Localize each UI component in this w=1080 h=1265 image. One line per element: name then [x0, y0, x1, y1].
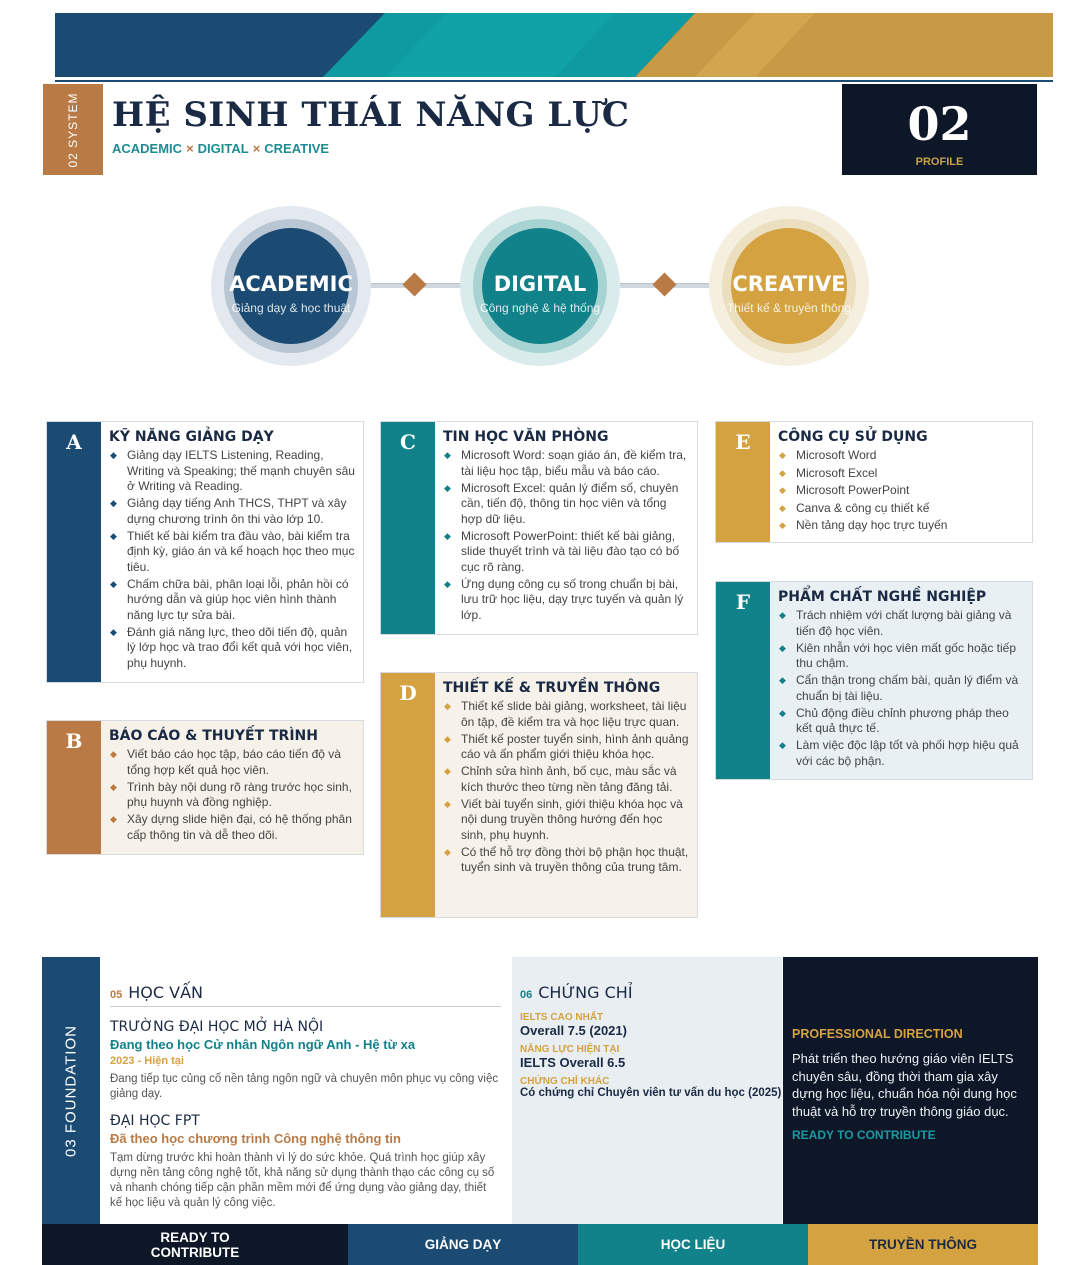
school-name: ĐẠI HỌC FPT: [110, 1113, 200, 1129]
card-title: CÔNG CỤ SỬ DỤNG: [778, 429, 928, 445]
card-title: KỸ NĂNG GIẢNG DẠY: [109, 429, 274, 445]
list-item: ◆ Microsoft PowerPoint: [778, 483, 1024, 499]
footer-communication: [808, 1224, 1038, 1265]
skill-card-a: [46, 421, 364, 683]
card-list: [778, 448, 1024, 534]
pillar-creative: [709, 206, 869, 366]
list-item: ◆ Xây dựng slide hiện đại, có hệ thống phân cấp thông tin và dễ theo dõi.: [109, 812, 355, 843]
list-item: ◆ Đánh giá năng lực, theo dõi tiến độ, quản lý lớp học và trao đổi kết quả với học viên, phụ huynh.: [109, 625, 355, 672]
list-item: ◆ Thiết kế slide bài giảng, worksheet, tài liệu ôn tập, đề kiểm tra và học liệu trực quan.: [443, 699, 689, 730]
card-list: [443, 699, 689, 876]
footer-label: READY TO CONTRIBUTE: [150, 1229, 240, 1260]
page-subtitle: [112, 141, 329, 156]
card-letter: E: [716, 422, 770, 542]
direction-text: Phát triển theo hướng giáo viên IELTS chuyên sâu, đồng thời tham gia xây dựng học liệu, chuẩn hóa nội dung học thuật và hỗ trợ truyền thông giáo dục.: [792, 1051, 1017, 1119]
pillar-subtitle: Giảng dạy & học thuật: [231, 301, 351, 315]
skill-card-b: [46, 720, 364, 855]
subtitle-academic: ACADEMIC: [112, 141, 183, 156]
footer-label: TRUYỀN THÔNG: [869, 1237, 977, 1252]
list-item: ◆ Viết báo cáo học tập, báo cáo tiến độ và tổng hợp kết quả học viên.: [109, 747, 355, 778]
header-banner: [55, 13, 1053, 77]
pillar-title: DIGITAL: [493, 272, 587, 296]
footer-materials: [578, 1224, 808, 1265]
skill-card-d: [380, 672, 698, 918]
card-list: [109, 747, 355, 843]
section-number: 05: [110, 989, 123, 1001]
card-list: [443, 448, 689, 623]
pillar-title: ACADEMIC: [229, 272, 353, 296]
list-item: ◆ Thiết kế poster tuyển sinh, hình ảnh quảng cáo và ấn phẩm giới thiệu khóa học.: [443, 732, 689, 763]
school-name: TRƯỜNG ĐẠI HỌC MỞ HÀ NỘI: [110, 1019, 324, 1035]
list-item: ◆ Kiên nhẫn với học viên mất gốc hoặc tiếp thu chậm.: [778, 641, 1024, 672]
subtitle-creative: CREATIVE: [264, 141, 330, 156]
list-item: ◆ Cẩn thận trong chấm bài, quản lý điểm và chuẩn bị tài liệu.: [778, 673, 1024, 704]
banner-graphic: [55, 13, 1053, 77]
subtitle-digital: DIGITAL: [197, 141, 249, 156]
footer-teaching: [348, 1224, 578, 1265]
school-program: Đã theo học chương trình Công nghệ thông tin: [110, 1131, 401, 1146]
section-title: HỌC VẤN: [128, 983, 203, 1002]
card-letter: C: [381, 422, 435, 634]
education-section: [100, 957, 511, 1224]
diamond-icon: [402, 272, 426, 296]
education-heading: [110, 983, 501, 1007]
card-title: TIN HỌC VĂN PHÒNG: [443, 429, 609, 445]
certificate-value: Có chứng chỉ Chuyên viên tư vấn du học (2025): [520, 1087, 782, 1099]
page-title: HỆ SINH THÁI NĂNG LỰC: [112, 95, 630, 135]
card-list: [109, 448, 355, 671]
pillar-title: CREATIVE: [732, 272, 846, 296]
list-item: ◆ Thiết kế bài kiểm tra đầu vào, bài kiểm tra định kỳ, giáo án và kế hoạch học theo mục tiêu.: [109, 529, 355, 576]
banner-rule: [55, 80, 1053, 82]
list-item: ◆ Microsoft PowerPoint: thiết kế bài giảng, slide thuyết trình và tài liệu đào tạo có bố cục rõ ràng.: [443, 529, 689, 576]
diamond-icon: [652, 272, 676, 296]
card-letter: D: [381, 673, 435, 917]
footer-label: GIẢNG DẠY: [424, 1237, 502, 1252]
pillar-digital: [460, 206, 620, 366]
card-title: THIẾT KẾ & TRUYỀN THÔNG: [443, 680, 661, 696]
list-item: ◆ Microsoft Excel: quản lý điểm số, chuyên cần, tiến độ, thông tin học viên và tổng hợp dữ liệu.: [443, 481, 689, 528]
footer-ready: [42, 1224, 348, 1265]
school-date: 2023 - Hiện tại: [110, 1055, 184, 1067]
profile-number-box: [842, 84, 1037, 175]
list-item: ◆ Làm việc độc lập tốt và phối hợp hiệu quả với các bộ phận.: [778, 738, 1024, 769]
skill-card-c: [380, 421, 698, 635]
card-letter: B: [47, 721, 101, 854]
list-item: ◆ Chủ động điều chỉnh phương pháp theo kết quả thực tế.: [778, 706, 1024, 737]
certificates-heading: [520, 983, 776, 1006]
list-item: ◆ Microsoft Word: [778, 448, 1024, 464]
list-item: ◆ Ứng dụng công cụ số trong chuẩn bị bài, lưu trữ học liệu, dạy trực tuyến và quản lý lớp.: [443, 577, 689, 624]
pillar-subtitle: Công nghệ & hệ thống: [479, 301, 601, 315]
pillar-subtitle: Thiết kế & truyền thông: [726, 301, 852, 315]
list-item: ◆ Chỉnh sửa hình ảnh, bố cục, màu sắc và kích thước theo từng nền tảng đăng tải.: [443, 764, 689, 795]
list-item: ◆ Chấm chữa bài, phân loại lỗi, phản hồi có hướng dẫn và giúp học viên hình thành năng lực tự sửa bài.: [109, 577, 355, 624]
section-number: 06: [520, 989, 533, 1001]
list-item: ◆ Giảng dạy IELTS Listening, Reading, Writing và Speaking; thế mạnh chuyên sâu ở Writing và Reading.: [109, 448, 355, 495]
card-letter: A: [47, 422, 101, 682]
card-list: [778, 608, 1024, 769]
list-item: ◆ Trình bày nội dung rõ ràng trước học sinh, phụ huynh và đồng nghiệp.: [109, 780, 355, 811]
direction-heading: PROFESSIONAL DIRECTION: [792, 1027, 963, 1041]
certificate-label: CHỨNG CHỈ KHÁC: [520, 1076, 610, 1087]
side-tab-label: 02 SYSTEM: [66, 91, 80, 168]
subtitle-separator: ×: [252, 141, 261, 156]
profile-number: 02: [907, 97, 972, 151]
certificate-value: Overall 7.5 (2021): [520, 1023, 627, 1038]
skill-card-e: [715, 421, 1033, 543]
certificate-label: IELTS CAO NHẤT: [520, 1012, 604, 1023]
foundation-side-tab: [42, 957, 100, 1224]
direction-tagline: READY TO CONTRIBUTE: [792, 1128, 936, 1142]
profile-number-label: PROFILE: [915, 156, 964, 168]
list-item: ◆ Canva & công cụ thiết kế: [778, 501, 1024, 517]
school-description: Tạm dừng trước khi hoàn thành vì lý do sức khỏe. Quá trình học giúp xây dựng nền tảng công nghệ tốt, khả năng sử dụng thành thạo các công cụ số và nhanh chóng tiếp cận phần mềm mới để ứng dụng vào giảng dạy, thiết kế học liệu và quản lý công việc.: [110, 1152, 495, 1209]
pillar-academic: [211, 206, 371, 366]
list-item: ◆ Microsoft Excel: [778, 466, 1024, 482]
list-item: ◆ Có thể hỗ trợ đồng thời bộ phận học thuật, tuyển sinh và truyền thông của trung tâm.: [443, 845, 689, 876]
skill-card-f: [715, 581, 1033, 780]
card-title: PHẨM CHẤT NGHỀ NGHIỆP: [778, 589, 987, 605]
certificate-value: IELTS Overall 6.5: [520, 1055, 626, 1070]
list-item: ◆ Viết bài tuyển sinh, giới thiệu khóa học và nội dung truyền thông hướng đến học sinh, phụ huynh.: [443, 797, 689, 844]
school-program: Đang theo học Cử nhân Ngôn ngữ Anh - Hệ từ xa: [110, 1037, 416, 1052]
list-item: ◆ Giảng dạy tiếng Anh THCS, THPT và xây dựng chương trình ôn thi vào lớp 10.: [109, 496, 355, 527]
foundation-tab-label: 03 FOUNDATION: [62, 1024, 80, 1157]
subtitle-separator: ×: [186, 141, 194, 156]
card-title: BÁO CÁO & THUYẾT TRÌNH: [109, 728, 318, 744]
certificate-label: NĂNG LỰC HIỆN TẠI: [520, 1044, 620, 1055]
section-side-tab: [43, 84, 103, 175]
professional-direction: [783, 957, 1038, 1224]
footer-label: HỌC LIỆU: [660, 1237, 726, 1252]
list-item: ◆ Trách nhiệm với chất lượng bài giảng và tiến độ học viên.: [778, 608, 1024, 639]
section-title: CHỨNG CHỈ: [538, 983, 633, 1002]
list-item: ◆ Microsoft Word: soạn giáo án, đề kiểm tra, tài liệu học tập, biểu mẫu và báo cáo.: [443, 448, 689, 479]
certificates-section: [512, 957, 782, 1224]
school-description: Đang tiếp tục củng cố nền tảng ngôn ngữ và chuyên môn phục vụ công việc giảng dạy.: [110, 1073, 499, 1100]
card-letter: F: [716, 582, 770, 779]
list-item: ◆ Nền tảng dạy học trực tuyến: [778, 518, 1024, 534]
